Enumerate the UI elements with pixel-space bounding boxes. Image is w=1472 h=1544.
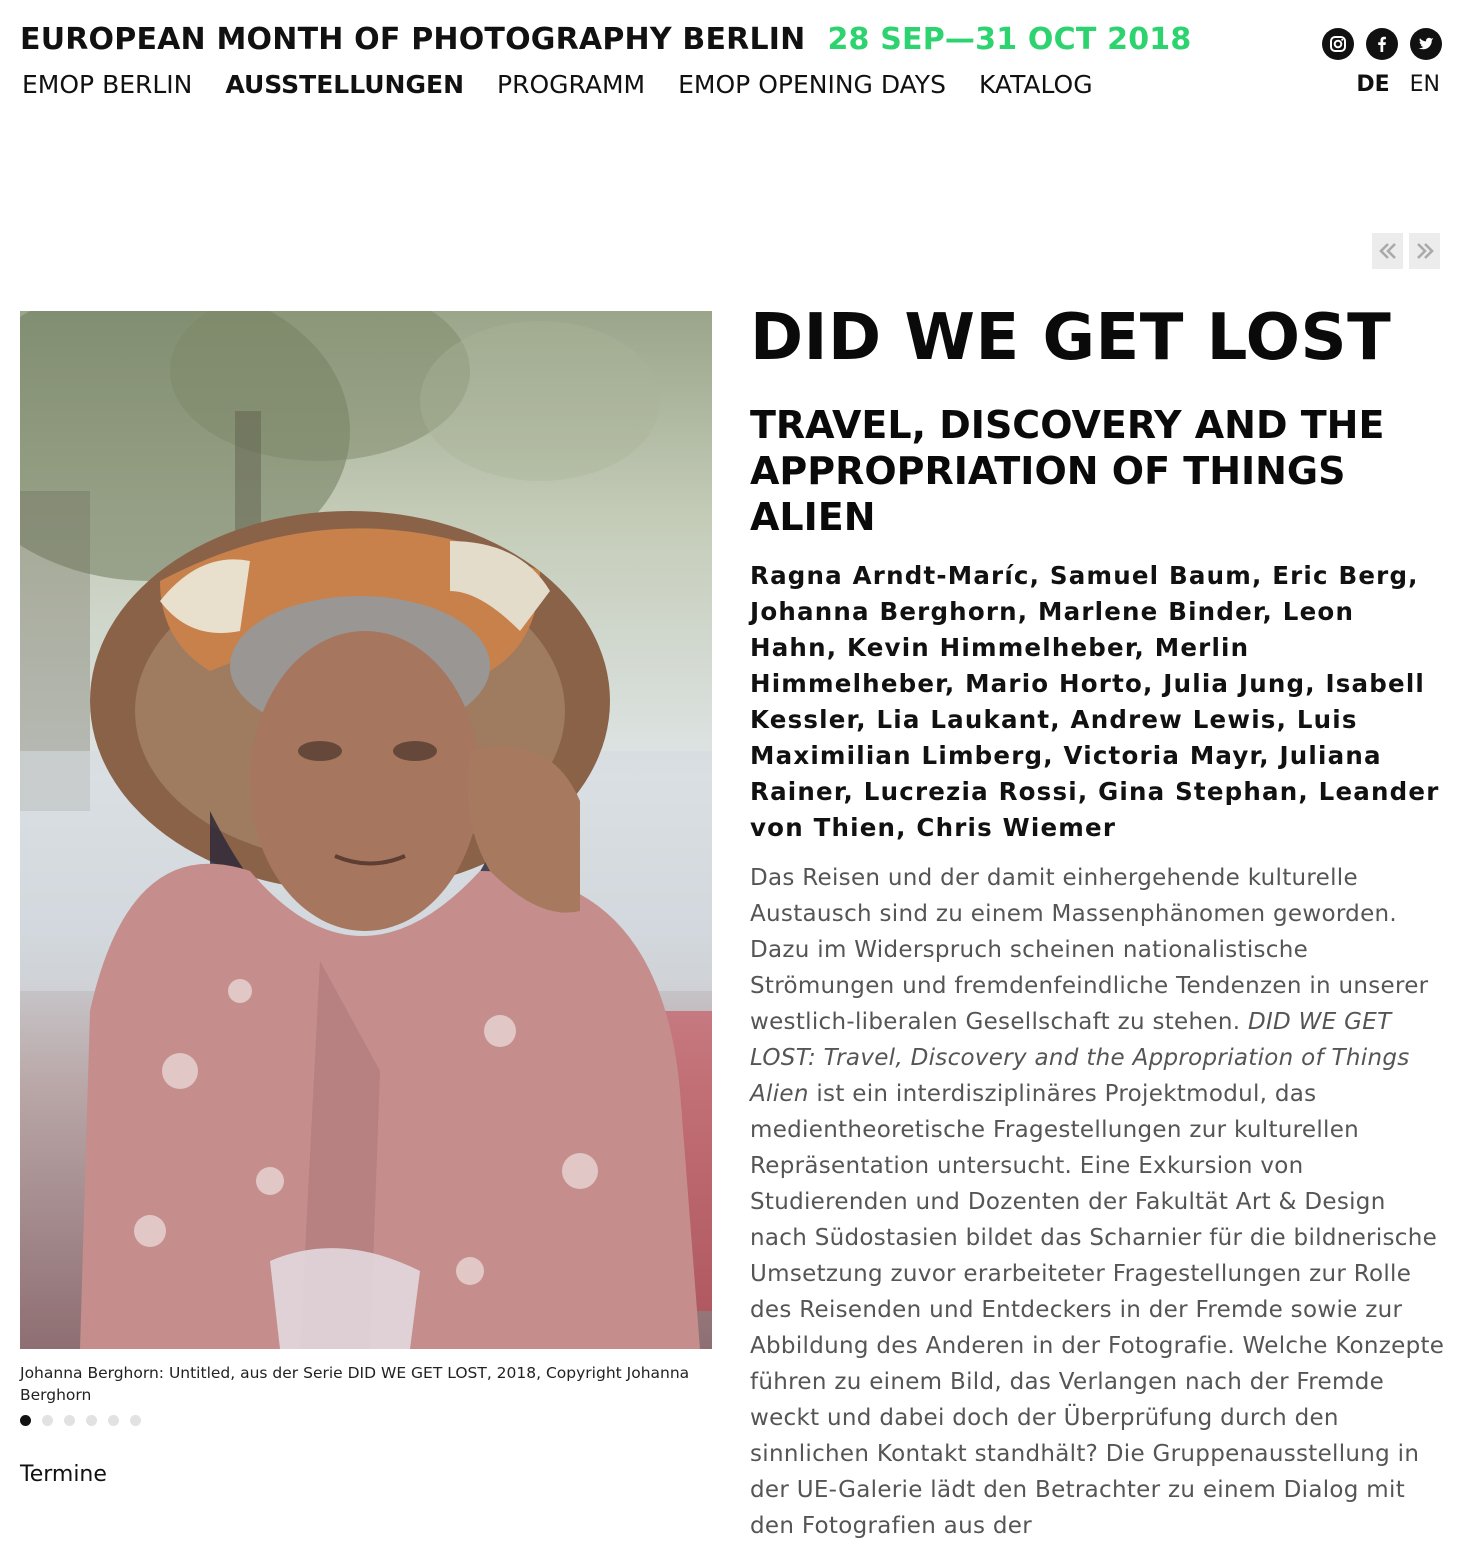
- gallery-dot[interactable]: [42, 1415, 53, 1426]
- artist-list: Ragna Arndt-Maríc, Samuel Baum, Eric Berg, Johanna Berghorn, Marlene Binder, Leon Hahn, Kevin Himmelheber, Merlin Himmelheber, Mario Horto, Julia Jung, Isabell Kessler, Lia Laukant, Andrew Lewis, Luis Maximilian Limberg, Victoria Mayr, Juliana Rainer, Lucrezia Rossi, Gina Stephan, Leander von Thien, Chris Wiemer: [750, 561, 1440, 842]
- exhibition-pager: [1372, 233, 1440, 269]
- gallery-dot[interactable]: [108, 1415, 119, 1426]
- lang-de[interactable]: DE: [1356, 72, 1390, 97]
- site-title-text[interactable]: EUROPEAN MONTH OF PHOTOGRAPHY BERLIN: [20, 22, 806, 57]
- lang-en[interactable]: EN: [1409, 72, 1440, 97]
- gallery-dot[interactable]: [64, 1415, 75, 1426]
- facebook-icon[interactable]: [1366, 28, 1398, 60]
- next-icon[interactable]: [1409, 233, 1440, 269]
- nav-item-emop-berlin[interactable]: EMOP BERLIN: [22, 70, 193, 99]
- exhibition-description: [750, 860, 1450, 1544]
- instagram-icon[interactable]: [1322, 28, 1354, 60]
- nav-item-katalog[interactable]: KATALOG: [978, 70, 1093, 99]
- gallery-dot[interactable]: [20, 1415, 31, 1426]
- nav-item-programm[interactable]: PROGRAMM: [497, 70, 646, 99]
- language-switcher: [1356, 72, 1440, 97]
- exhibition-details: [750, 300, 1450, 1544]
- previous-icon[interactable]: [1372, 233, 1403, 269]
- description-part-1: Das Reisen und der damit einhergehende kulturelle Austausch sind zu einem Massenphänomen geworden. Dazu im Widerspruch scheinen nationalistische Strömungen und fremdenfeindliche Tendenzen in unserer westlich-liberalen Gesellschaft zu stehen.: [750, 865, 1429, 1035]
- gallery-dots: [20, 1415, 141, 1426]
- section-heading-termine: Termine: [20, 1462, 107, 1487]
- main-nav: [22, 70, 1126, 99]
- gallery-dot[interactable]: [130, 1415, 141, 1426]
- nav-item-ausstellungen[interactable]: AUSSTELLUNGEN: [225, 70, 465, 99]
- exhibition-photo[interactable]: [20, 311, 712, 1349]
- exhibition-subtitle: TRAVEL, DISCOVERY AND THE APPROPRIATION OF THINGS ALIEN: [750, 403, 1385, 539]
- festival-dates: 28 SEP—31 OCT 2018: [827, 22, 1192, 57]
- site-header: [0, 0, 1472, 110]
- nav-item-emop-opening-days[interactable]: EMOP OPENING DAYS: [678, 70, 946, 99]
- twitter-icon[interactable]: [1410, 28, 1442, 60]
- description-italic-title: DID WE GET LOST: Travel, Discovery and the Appropriation of Things Alien: [750, 1009, 1410, 1107]
- social-links: [1322, 28, 1442, 60]
- description-part-2: ist ein interdisziplinäres Projektmodul, das medientheoretische Fragestellungen zur kulturellen Repräsentation untersucht. Eine Exkursion von Studierenden und Dozenten der Fakultät Art & Design nach Südostasien bildet das Scharnier für die bildnerische Umsetzung zuvor erarbeiteter Fragestellungen zur Rolle des Reisenden und Entdeckers in der Fremde sowie zur Abbildung des Anderen in der Fotografie. Welche Konzepte führen zu einem Bild, das Verlangen nach der Fremde weckt und dabei doch der Überprüfung durch den sinnlichen Kontakt standhält? Die Gruppenausstellung in der UE-Galerie lädt den Betrachter zu einem Dialog mit den Fotografien aus der: [750, 1081, 1445, 1539]
- gallery-dot[interactable]: [86, 1415, 97, 1426]
- exhibition-title: DID WE GET LOST: [750, 301, 1392, 375]
- photo-caption: Johanna Berghorn: Untitled, aus der Serie DID WE GET LOST, 2018, Copyright Johanna Berghorn: [20, 1364, 690, 1404]
- site-title[interactable]: [20, 22, 1191, 57]
